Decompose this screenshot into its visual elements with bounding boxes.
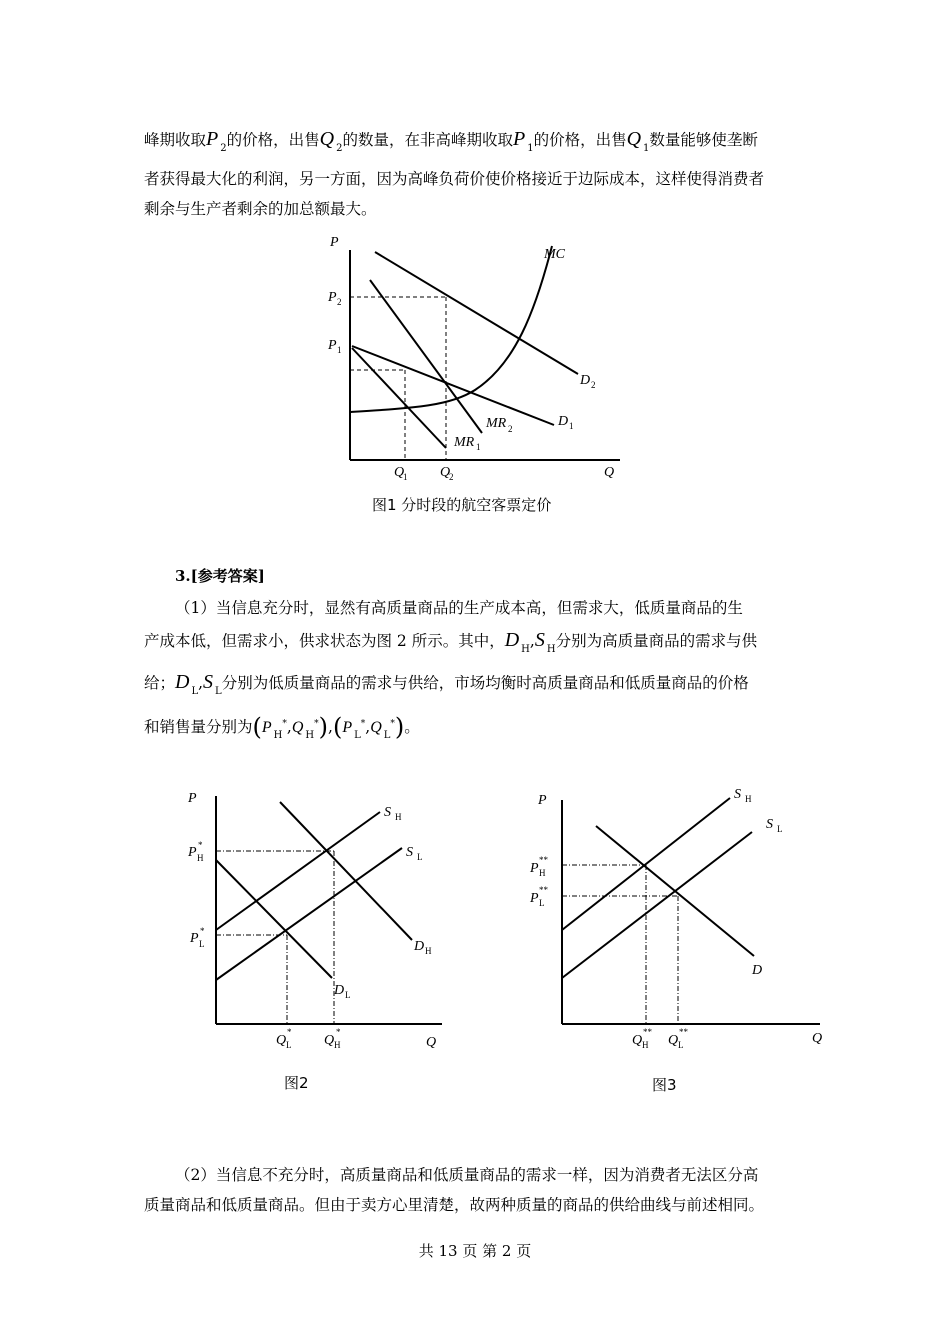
text: （2）当信息不充分时，高质量商品和低质量商品的需求一样，因为消费者无法区分高	[175, 1166, 759, 1184]
label-ph: P	[188, 845, 197, 860]
label-q-axis: Q	[604, 465, 615, 480]
text: 。	[404, 718, 420, 736]
label-q-axis: Q	[812, 1031, 823, 1046]
text: 的数量，在非高峰期收取	[342, 131, 513, 149]
math-paren: (	[332, 713, 343, 741]
label-sub: 1	[337, 345, 342, 355]
label-sub: H	[197, 853, 204, 863]
paragraph-2	[144, 592, 808, 752]
label-star: *	[200, 926, 205, 936]
label-sub: 1	[403, 472, 408, 482]
text: 的价格，出售	[226, 131, 320, 149]
math-star: *	[360, 719, 366, 729]
label-mc: MC	[544, 247, 565, 262]
paragraph-intro	[144, 124, 808, 224]
math-var: Q	[626, 128, 642, 150]
label-sub: H	[334, 1040, 341, 1050]
label-sh: S	[384, 805, 391, 820]
label-sub: L	[417, 852, 423, 862]
math-comma: ,	[328, 718, 333, 736]
supply-curve-sl	[216, 848, 402, 980]
math-comma: ,	[198, 674, 204, 692]
label-q2: Q	[440, 465, 451, 480]
label-p-axis: P	[330, 235, 339, 250]
label-mr1: MR	[454, 435, 475, 450]
label-q1: Q	[394, 465, 405, 480]
demand-curve-dh	[280, 802, 412, 940]
math-star: *	[314, 719, 319, 729]
demand-curve-dl	[216, 860, 332, 978]
math-star: *	[390, 719, 395, 729]
label-d2: D	[580, 373, 591, 388]
math-comma: ,	[529, 632, 535, 650]
label-pl: P	[190, 931, 199, 946]
label-sub: H	[539, 868, 546, 878]
label-sub: H	[745, 794, 752, 804]
text: （1）当信息充分时，显然有高质量商品的生产成本高，但需求大，低质量商品的生	[175, 599, 743, 617]
text: 剩余与生产者剩余的加总额最大。	[144, 200, 377, 218]
label-sub: 2	[591, 380, 596, 390]
math-sub: 1	[527, 143, 534, 154]
figure-3-caption: 图3	[652, 1076, 677, 1094]
text: 分别为低质量商品的需求与供给，市场均衡时高质量商品和低质量商品的价格	[221, 674, 749, 692]
label-sub: L	[678, 1040, 684, 1050]
label-mr2: MR	[486, 416, 507, 431]
text: 峰期收取	[144, 131, 207, 149]
label-sub: H	[642, 1040, 649, 1050]
math-var: D	[504, 629, 520, 651]
label-ph: P	[530, 861, 539, 876]
label-d: D	[752, 963, 763, 978]
label-star: **	[539, 885, 548, 895]
supply-curve-sh	[216, 812, 380, 930]
label-dl: D	[334, 983, 345, 998]
label-sub: 2	[508, 424, 513, 434]
label-sub: L	[539, 898, 545, 908]
label-ql: Q	[668, 1033, 679, 1048]
math-var: P	[206, 128, 219, 150]
text: 数量能够使垄断	[649, 131, 758, 149]
label-dh: D	[414, 939, 425, 954]
math-var: P	[342, 719, 353, 736]
label-sub: H	[395, 812, 402, 822]
math-sub: L	[354, 730, 361, 741]
section-heading	[144, 564, 808, 588]
figure-3-chart	[520, 780, 840, 1100]
label-sub: L	[777, 824, 783, 834]
label-sub: 1	[569, 421, 574, 431]
math-var: Q	[291, 719, 304, 736]
text: 的价格，出售	[533, 131, 627, 149]
text: 者获得最大化的利润，另一方面，因为高峰负荷价使价格接近于边际成本，这样使得消费者	[144, 170, 765, 188]
math-comma: ,	[286, 718, 292, 736]
text: 分别为高质量商品的需求与供	[555, 632, 758, 650]
label-sub: 2	[449, 472, 454, 482]
math-var: Q	[319, 128, 335, 150]
label-qh: Q	[632, 1033, 643, 1048]
math-paren: (	[252, 713, 262, 741]
text: 给；	[144, 674, 176, 692]
figure-2-caption: 图2	[284, 1074, 309, 1092]
label-sl: S	[766, 817, 773, 832]
label-star: *	[287, 1027, 292, 1037]
math-paren: )	[318, 713, 329, 741]
text: 和销售量分别为	[144, 718, 253, 736]
math-sub: 2	[220, 143, 227, 154]
math-var: P	[261, 719, 272, 736]
math-var: S	[203, 671, 214, 693]
math-var: Q	[370, 719, 382, 736]
demand-curve-d1	[352, 346, 554, 425]
demand-curve-d	[596, 826, 754, 956]
label-p-axis: P	[538, 793, 547, 808]
label-d1: D	[558, 414, 569, 429]
math-sub: 1	[643, 143, 650, 154]
label-q-axis: Q	[426, 1035, 437, 1050]
label-pl: P	[530, 891, 539, 906]
math-star: *	[282, 719, 287, 729]
label-star: **	[643, 1027, 652, 1037]
math-sub: H	[273, 730, 283, 741]
math-var: P	[512, 128, 526, 150]
math-sub: H	[305, 730, 315, 741]
label-p-axis: P	[188, 791, 197, 806]
label-sub: L	[199, 939, 205, 949]
label-sub: H	[425, 946, 432, 956]
math-sub: L	[191, 686, 199, 697]
label-p2: P	[328, 290, 337, 305]
label-qh: Q	[324, 1033, 335, 1048]
paragraph-3	[144, 1160, 808, 1220]
supply-curve-sh	[562, 798, 730, 930]
math-sub: L	[215, 686, 222, 697]
label-star: **	[679, 1027, 688, 1037]
math-var: S	[534, 629, 545, 651]
label-star: *	[336, 1027, 341, 1037]
text: 质量商品和低质量商品。但由于卖方心里清楚，故两种质量的商品的供给曲线与前述相同。	[144, 1196, 765, 1214]
math-sub: 2	[336, 143, 343, 154]
page-footer: 共 13 页 第 2 页	[418, 1242, 532, 1260]
label-sub: L	[286, 1040, 292, 1050]
figure-1-chart	[320, 228, 640, 528]
demand-curve-d2	[375, 252, 578, 374]
math-comma: ,	[365, 718, 371, 736]
text: 产成本低，但需求小，供求状态为图 2 所示。其中，	[144, 632, 505, 650]
marginal-cost-curve	[350, 246, 552, 412]
supply-curve-sl	[562, 832, 752, 978]
label-sub: 1	[476, 442, 481, 452]
label-sub: 2	[337, 297, 342, 307]
math-var: D	[175, 671, 190, 693]
math-sub: H	[521, 644, 530, 655]
figure-2-chart	[180, 780, 470, 1100]
math-paren: )	[394, 713, 405, 741]
heading-text: 3.[参考答案]	[175, 567, 265, 585]
label-sl: S	[406, 845, 413, 860]
math-sub: H	[546, 644, 556, 655]
label-star: **	[539, 855, 548, 865]
math-sub: L	[383, 730, 391, 741]
label-ql: Q	[276, 1033, 287, 1048]
label-star: *	[198, 840, 203, 850]
label-sh: S	[734, 787, 741, 802]
figure-1-caption: 图1 分时段的航空客票定价	[372, 496, 552, 514]
label-sub: L	[345, 990, 351, 1000]
label-p1: P	[328, 338, 337, 353]
